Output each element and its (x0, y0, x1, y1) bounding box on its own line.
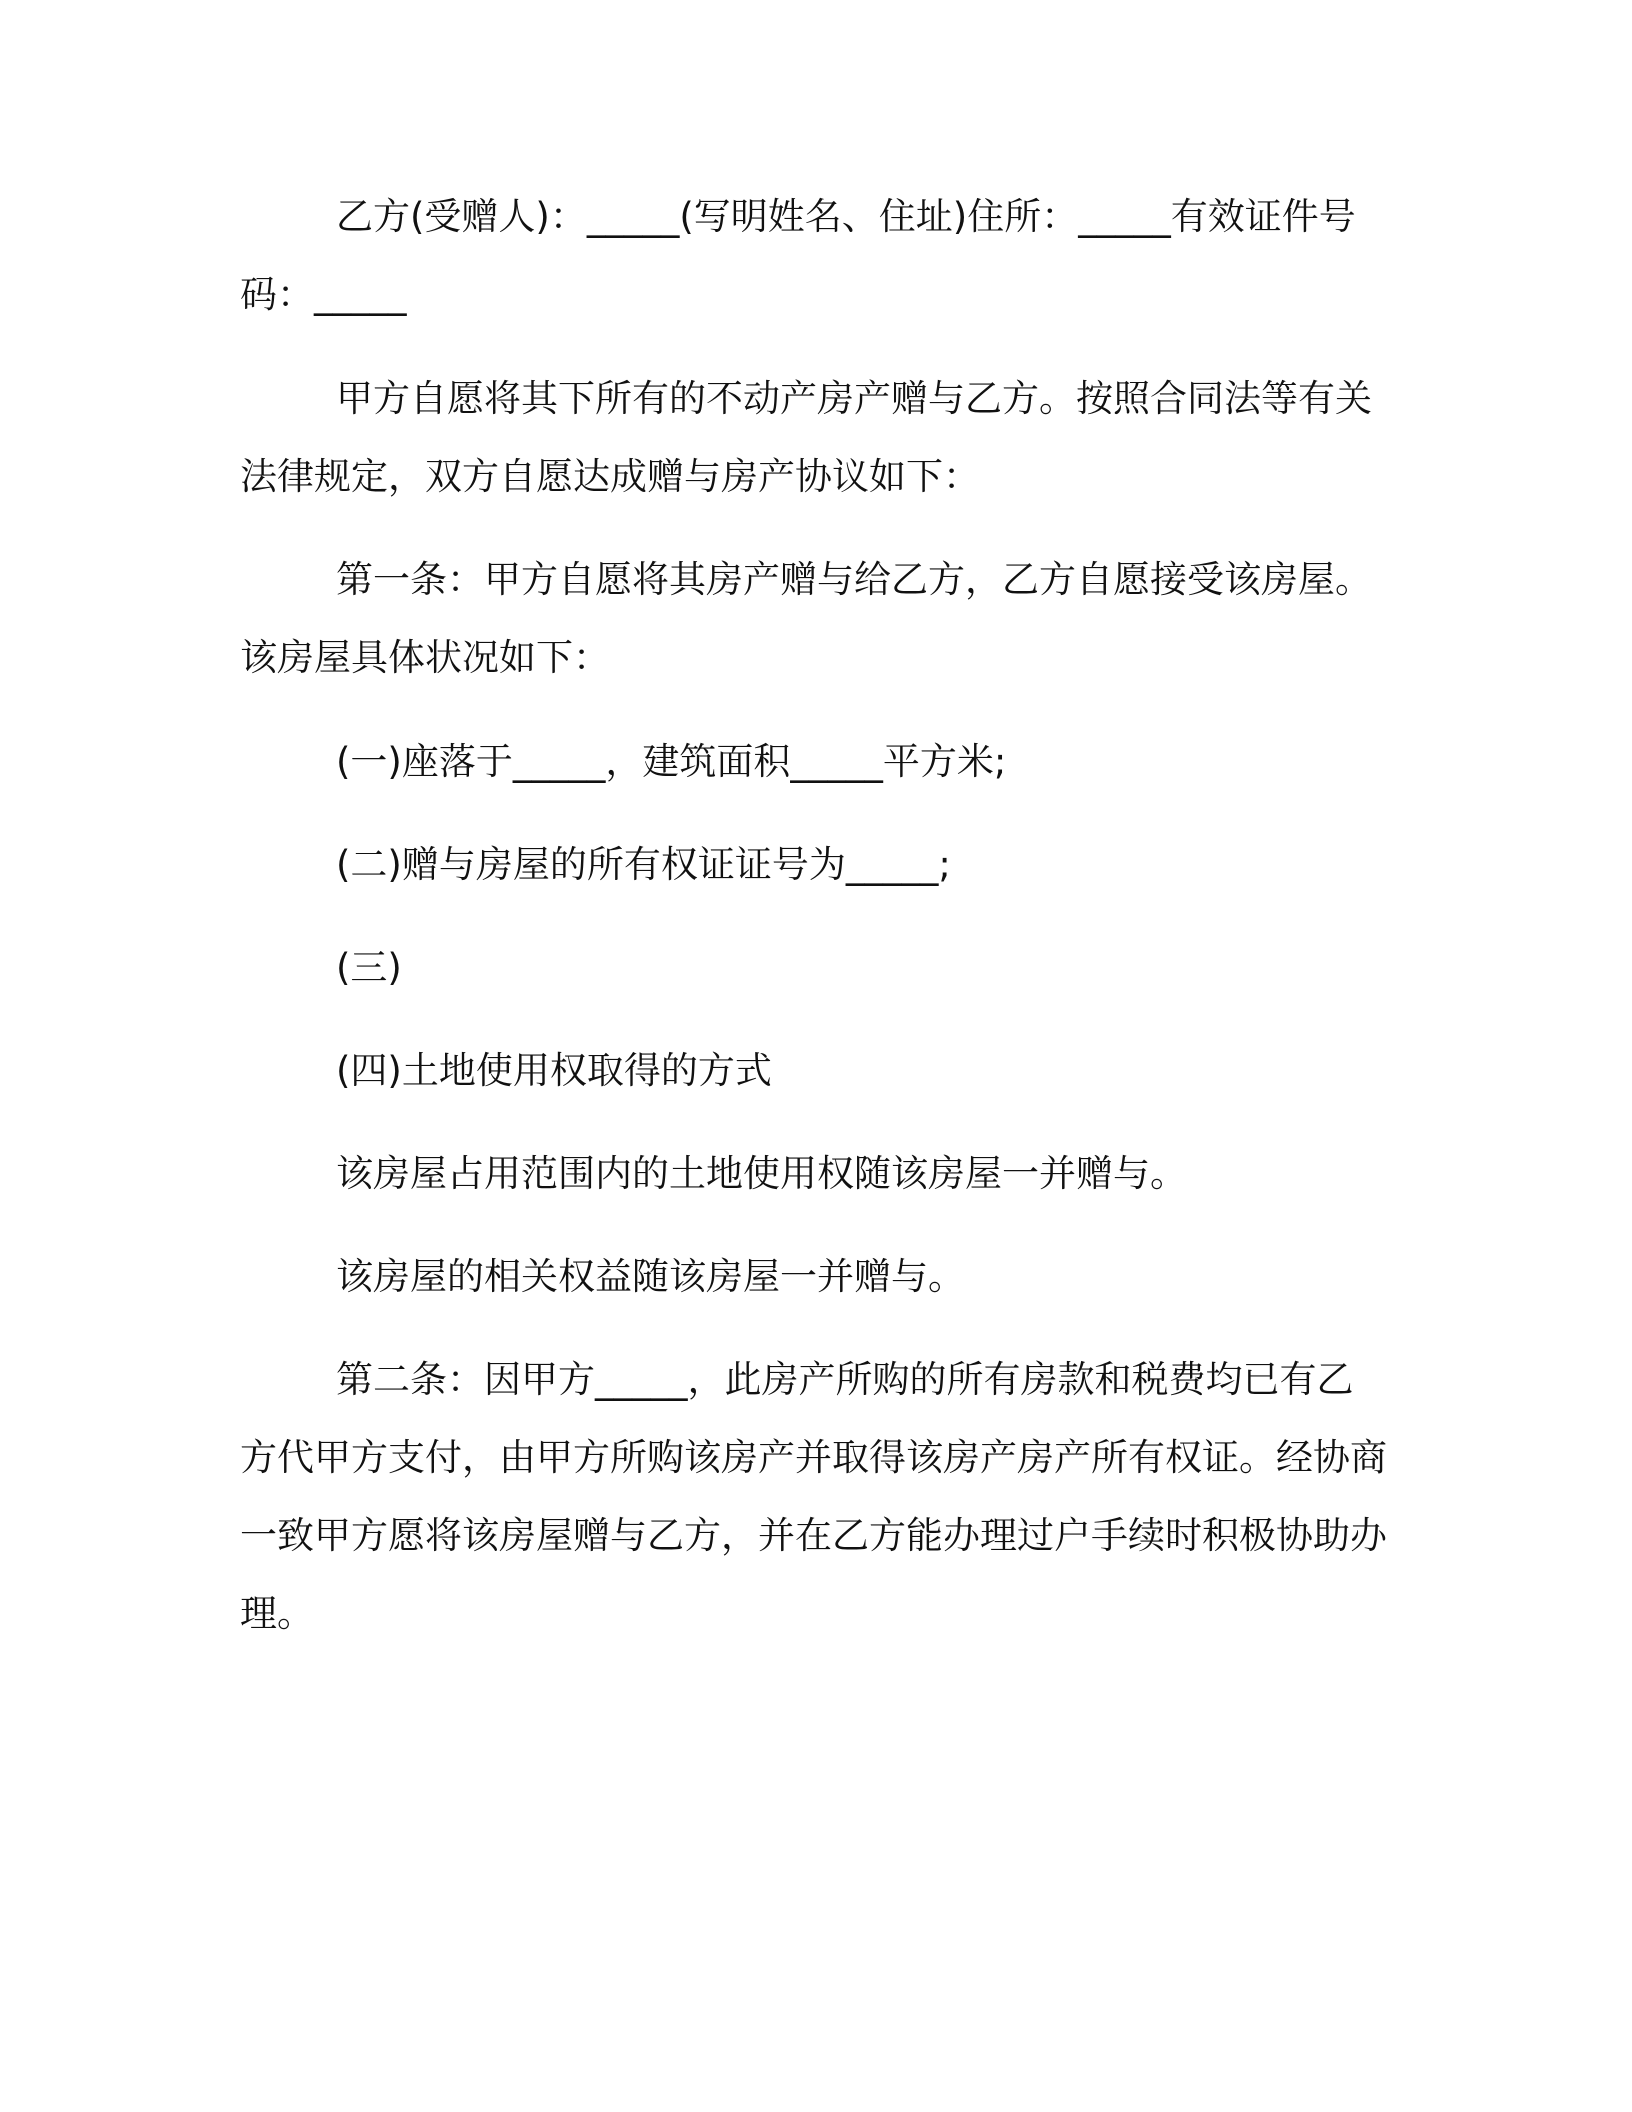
paragraph-item-2: (二)赠与房屋的所有权证证号为_____; (336, 843, 951, 886)
paragraph-article-2: 第二条：因甲方_____，此房产所购的所有房款和税费均已有乙方代甲方支付，由甲方所购该房产并取得该房产房产所有权证。经协商一致甲方愿将该房屋赠与乙方，并在乙方能办理过户手续时积极协助办理。 (240, 1358, 1387, 1635)
paragraph-land-rights: 该房屋占用范围内的土地使用权随该房屋一并赠与。 (336, 1152, 1187, 1195)
paragraph-item-3: (三) (336, 946, 402, 989)
paragraph-intro: 甲方自愿将其下所有的不动产房产赠与乙方。按照合同法等有关法律规定，双方自愿达成赠与房产协议如下： (240, 377, 1372, 498)
document-page (240, 0, 1390, 2112)
paragraph-item-1: (一)座落于_____，建筑面积_____平方米; (336, 740, 1007, 783)
paragraph-party-b: 乙方(受赠人)：_____(写明姓名、住址)住所：_____有效证件号码：_____ (240, 195, 1356, 316)
paragraph-article-1: 第一条：甲方自愿将其房产赠与给乙方，乙方自愿接受该房屋。该房屋具体状况如下： (240, 558, 1372, 679)
paragraph-item-4: (四)土地使用权取得的方式 (336, 1049, 772, 1092)
paragraph-related-rights: 该房屋的相关权益随该房屋一并赠与。 (336, 1255, 965, 1298)
